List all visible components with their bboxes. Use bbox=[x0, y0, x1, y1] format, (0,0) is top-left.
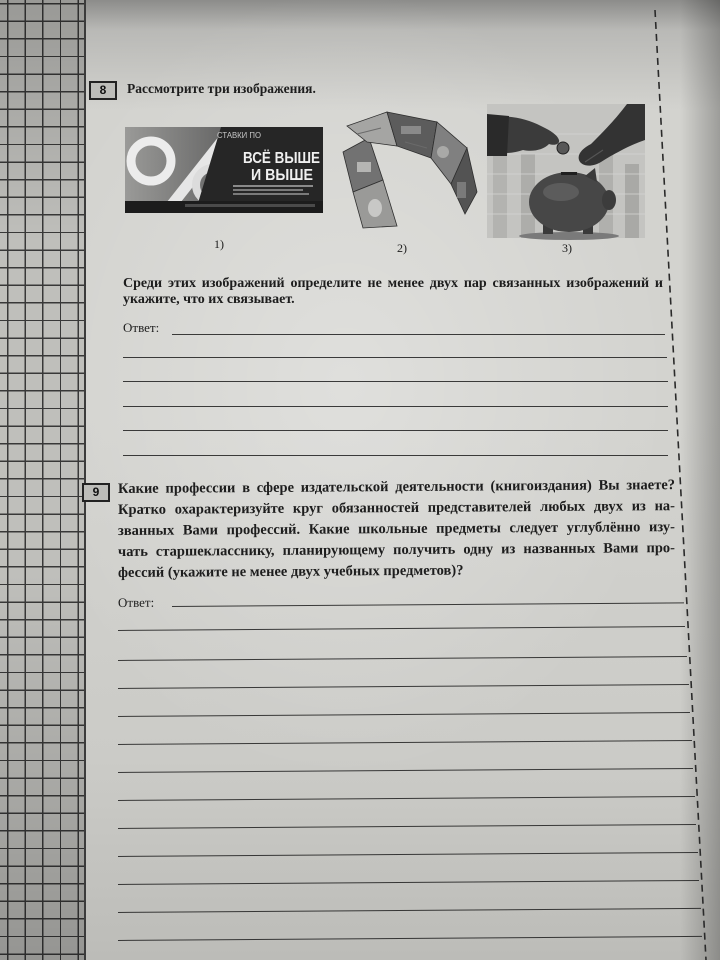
image-2-label: 2) bbox=[397, 241, 407, 255]
task-9-number-box: 9 bbox=[82, 483, 110, 502]
task-9-question-line: чать старшекласснику, планирующему получить одну из названных Вами про- bbox=[117, 540, 676, 560]
banner-bottom-stripe bbox=[185, 204, 315, 207]
banner-headline-line-2: И ВЫШЕ bbox=[251, 167, 314, 184]
answer-line bbox=[123, 406, 668, 407]
image-3-piggy-bank bbox=[487, 104, 645, 238]
answer-line bbox=[123, 381, 668, 382]
answer-line bbox=[123, 430, 668, 431]
coin-slot bbox=[561, 172, 577, 175]
answer-line bbox=[123, 357, 667, 358]
answer-line bbox=[123, 455, 668, 456]
image-2-banknote-arrow bbox=[339, 112, 477, 230]
banner-headline-line-1: ВСЁ ВЫШЕ bbox=[243, 150, 335, 167]
banner-small-text: СТАВКИ ПО bbox=[217, 131, 261, 140]
image-1-banner bbox=[125, 127, 335, 213]
task-8-title: Рассмотрите три изображения. bbox=[127, 81, 316, 96]
coin bbox=[557, 142, 569, 154]
task-8-prompt-line: укажите, что их связывает. bbox=[123, 292, 295, 307]
image-1-label: 1) bbox=[214, 237, 224, 251]
task-8-prompt-line: Среди этих изображений определите не менее двух пар связанных изображений и bbox=[123, 276, 663, 291]
task-9-answer-label: Ответ: bbox=[117, 594, 155, 610]
task-9-question-line: фессий (укажите не менее двух учебных предметов)? bbox=[117, 562, 464, 581]
answer-line bbox=[172, 334, 665, 335]
banknote-segment bbox=[387, 112, 437, 158]
task-9-question-line: Какие профессии в сфере издательской деятельности (книгоиздания) Вы знаете? bbox=[117, 477, 676, 497]
image-3-label: 3) bbox=[562, 241, 572, 255]
task-9-question-line: званных Вами профессий. Какие школьные предметы следует углублённо изу- bbox=[117, 519, 676, 539]
banner-fine-print bbox=[233, 185, 313, 195]
task-9-question-line: Кратко охарактеризуйте круг обязанностей представителей любых двух из на- bbox=[117, 498, 676, 518]
task-8-number-box: 8 bbox=[89, 81, 117, 100]
task-8-answer-label: Ответ: bbox=[123, 320, 160, 335]
